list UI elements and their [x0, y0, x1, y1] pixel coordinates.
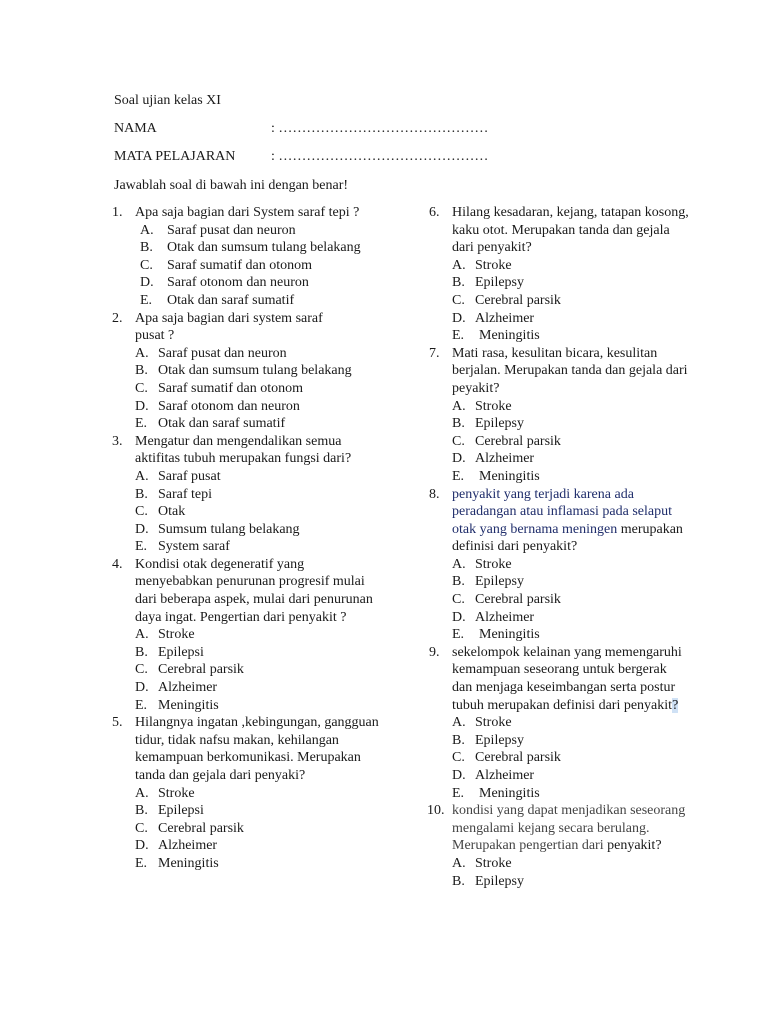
option-letter: A.	[140, 222, 154, 238]
option-letter: E.	[135, 855, 148, 871]
question-number: 10.	[427, 803, 445, 819]
option-e	[135, 697, 375, 715]
question-text	[452, 486, 691, 556]
option-c	[452, 749, 682, 767]
option-b	[452, 415, 691, 433]
option-letter: C.	[135, 820, 148, 836]
option-b	[135, 644, 375, 662]
option-text: Sumsum tulang belakang	[158, 521, 300, 537]
option-list	[452, 398, 691, 486]
question-text: Hilang kesadaran, kejang, tatapan kosong, kaku otot. Merupakan tanda dan gejala dari penyakit?	[452, 205, 689, 256]
option-text: Stroke	[475, 855, 512, 871]
option-e	[135, 538, 380, 556]
subject-blank: : ………………………………………	[271, 149, 489, 164]
option-letter: D.	[135, 680, 149, 696]
question-text	[452, 802, 692, 855]
option-letter: B.	[452, 275, 465, 291]
question-1	[112, 204, 402, 310]
option-d	[135, 679, 375, 697]
option-letter: C.	[452, 592, 465, 608]
question-number: 6.	[429, 205, 440, 220]
option-text: Stroke	[475, 715, 512, 731]
question-3	[112, 433, 380, 556]
option-letter: B.	[135, 363, 148, 379]
question-number: 9.	[429, 644, 440, 660]
question-7	[429, 345, 691, 486]
option-letter: A.	[452, 556, 466, 572]
option-text: Otak dan sumsum tulang belakang	[158, 363, 352, 379]
option-a	[452, 398, 691, 416]
name-label: NAMA	[114, 121, 157, 136]
option-a	[135, 468, 380, 486]
option-text: Epilepsy	[475, 732, 524, 748]
questions-right-column	[429, 204, 691, 890]
option-d	[140, 274, 402, 292]
option-b	[452, 873, 692, 891]
option-c	[140, 257, 402, 275]
option-letter: A.	[452, 855, 466, 871]
option-b	[135, 486, 380, 504]
option-e	[452, 468, 691, 486]
option-text: Alzheimer	[475, 768, 535, 783]
question-number: 2.	[112, 310, 123, 326]
question-text: Apa saja bagian dari system saraf pusat ?	[135, 310, 323, 344]
question-text-body: sekelompok kelainan yang memengaruhi kemampuan seseorang untuk bergerak dan menjaga keseimbangan serta postur tubuh merupakan definisi dari penyakit	[452, 644, 682, 713]
option-text: Otak dan sumsum tulang belakang	[167, 240, 361, 256]
option-text: Meningitis	[158, 697, 219, 713]
option-letter: E.	[452, 328, 465, 344]
option-d	[452, 450, 691, 468]
option-letter: E.	[135, 539, 148, 555]
option-letter: D.	[135, 398, 149, 414]
question-5	[112, 714, 385, 872]
option-b	[140, 239, 402, 257]
name-blank: : ………………………………………	[271, 121, 489, 136]
name-row	[114, 120, 488, 138]
question-text-gray: kondisi yang dapat menjadikan seseorang mengalami kejang secara berulang. Merupakan pengertian dari	[452, 803, 686, 854]
option-letter: C.	[135, 380, 148, 396]
option-text: Alzheimer	[158, 838, 218, 854]
option-b	[452, 732, 682, 750]
question-text	[452, 644, 682, 714]
option-list	[452, 714, 682, 802]
question-number: 1.	[112, 205, 123, 220]
option-d	[452, 767, 682, 785]
option-letter: A.	[452, 715, 466, 731]
option-text: Otak dan saraf sumatif	[167, 292, 295, 308]
option-letter: C.	[452, 750, 465, 766]
option-letter: D.	[452, 609, 466, 625]
option-text: Saraf pusat	[158, 468, 221, 484]
option-c	[135, 380, 340, 398]
option-letter: C.	[135, 504, 148, 520]
option-letter: A.	[135, 468, 149, 484]
option-text: Epilepsi	[158, 803, 204, 819]
option-letter: B.	[452, 416, 465, 432]
option-a	[452, 714, 682, 732]
option-text: Otak dan saraf sumatif	[158, 416, 286, 432]
option-a	[452, 556, 691, 574]
option-e	[135, 855, 385, 873]
option-c	[135, 820, 385, 838]
option-letter: D.	[452, 451, 466, 467]
option-text: Epilepsi	[158, 644, 204, 660]
option-letter: E.	[140, 292, 153, 308]
option-c	[135, 661, 375, 679]
subject-row	[114, 148, 488, 166]
option-d	[135, 837, 385, 855]
question-4	[112, 556, 375, 714]
option-c	[452, 591, 691, 609]
option-c	[452, 292, 691, 310]
option-list	[135, 468, 380, 556]
option-a	[140, 222, 402, 240]
option-text: Saraf pusat dan neuron	[158, 345, 287, 361]
question-text-highlight: penyakit yang terjadi karena ada peradangan atau inflamasi pada selaput otak yang bernama meningen	[452, 486, 673, 537]
option-letter: E.	[135, 697, 148, 713]
option-letter: D.	[140, 275, 154, 291]
option-e	[135, 415, 340, 433]
option-text: Meningitis	[158, 855, 219, 871]
option-letter: E.	[452, 785, 465, 801]
option-letter: B.	[452, 574, 465, 590]
question-number: 3.	[112, 433, 123, 449]
option-a	[135, 345, 340, 363]
option-list	[135, 222, 402, 310]
option-letter: C.	[135, 662, 148, 678]
question-number: 4.	[112, 556, 123, 572]
option-letter: A.	[135, 345, 149, 361]
option-list	[135, 785, 385, 873]
option-text: Meningitis	[479, 627, 540, 643]
option-letter: B.	[135, 644, 148, 660]
option-text: Meningitis	[479, 785, 540, 801]
option-e	[452, 785, 682, 803]
option-letter: D.	[135, 838, 149, 854]
question-10	[429, 802, 692, 890]
option-letter: D.	[452, 310, 466, 326]
option-text: Cerebral parsik	[158, 820, 244, 836]
option-text: Cerebral parsik	[475, 433, 561, 449]
option-b	[135, 802, 385, 820]
option-letter: B.	[452, 873, 465, 889]
question-number: 5.	[112, 715, 123, 731]
option-text: Cerebral parsik	[475, 292, 561, 308]
option-a	[135, 785, 385, 803]
option-text: Stroke	[475, 257, 512, 273]
option-text: Alzheimer	[475, 609, 535, 625]
option-text: Alzheimer	[475, 310, 535, 326]
question-text: Mengatur dan mengendalikan semua aktifitas tubuh merupakan fungsi dari?	[135, 433, 352, 467]
option-letter: D.	[452, 768, 466, 783]
option-text: Epilepsy	[475, 275, 524, 291]
option-a	[452, 855, 692, 873]
question-number: 7.	[429, 345, 440, 361]
question-text: Apa saja bagian dari System saraf tepi ?	[135, 205, 360, 220]
option-b	[452, 274, 691, 292]
option-text: Epilepsy	[475, 873, 524, 889]
option-letter: C.	[140, 257, 153, 273]
selected-char: ?	[672, 697, 679, 713]
option-d	[135, 398, 340, 416]
option-b	[135, 362, 352, 380]
option-d	[452, 310, 691, 328]
option-a	[452, 257, 691, 275]
option-text: Stroke	[475, 398, 512, 414]
option-letter: A.	[452, 257, 466, 273]
question-9	[429, 644, 682, 802]
question-text-tail: merupakan definisi dari penyakit?	[452, 521, 683, 555]
option-text: Otak	[158, 504, 186, 520]
question-text: Mati rasa, kesulitan bicara, kesulitan berjalan. Merupakan tanda dan gejala dari peyakit?	[452, 345, 688, 396]
option-c	[135, 503, 380, 521]
option-a	[135, 626, 375, 644]
option-list	[452, 257, 691, 345]
question-text: Hilangnya ingatan ,kebingungan, gangguan tidur, tidak nafsu makan, kehilangan kemampuan berkomunikasi. Merupakan tanda dan gejala dari penyaki?	[135, 715, 379, 783]
question-2	[112, 310, 352, 433]
option-text: Stroke	[158, 627, 195, 643]
option-letter: C.	[452, 292, 465, 308]
option-letter: B.	[140, 240, 153, 256]
option-letter: E.	[452, 627, 465, 643]
option-e	[452, 626, 691, 644]
option-d	[452, 609, 691, 627]
option-text: System saraf	[158, 539, 230, 555]
option-text: Saraf otonom dan neuron	[158, 398, 300, 414]
option-text: Cerebral parsik	[158, 662, 244, 678]
option-text: Saraf tepi	[158, 486, 213, 502]
option-letter: A.	[452, 398, 466, 414]
question-text: Kondisi otak degeneratif yang menyebabkan penurunan progresif mulai dari beberapa aspek, mulai dari penurunan daya ingat. Pengertian dari penyakit ?	[135, 556, 373, 625]
option-d	[135, 521, 380, 539]
option-c	[452, 433, 691, 451]
option-letter: B.	[452, 732, 465, 748]
option-letter: D.	[135, 521, 149, 537]
option-letter: E.	[135, 416, 148, 432]
option-letter: B.	[135, 803, 148, 819]
question-6	[429, 204, 691, 345]
option-text: Stroke	[158, 785, 195, 801]
instruction: Jawablah soal di bawah ini dengan benar!	[114, 178, 349, 193]
option-text: Saraf pusat dan neuron	[167, 222, 296, 238]
option-text: Epilepsy	[475, 416, 524, 432]
option-list	[135, 626, 375, 714]
option-letter: C.	[452, 433, 465, 449]
option-text: Epilepsy	[475, 574, 524, 590]
exam-title: Soal ujian kelas XI	[114, 93, 221, 108]
option-letter: B.	[135, 486, 148, 502]
option-letter: E.	[452, 468, 465, 484]
option-text: Cerebral parsik	[475, 750, 561, 766]
question-8	[429, 486, 691, 644]
option-text: Meningitis	[479, 328, 540, 344]
option-text: Meningitis	[479, 468, 540, 484]
option-e	[452, 327, 691, 345]
option-text: Saraf sumatif dan otonom	[167, 257, 313, 273]
option-text: Saraf sumatif dan otonom	[158, 380, 304, 396]
question-number: 8.	[429, 486, 440, 502]
option-e	[140, 292, 402, 310]
option-list	[452, 855, 692, 890]
option-text: Cerebral parsik	[475, 592, 561, 608]
question-text-tail: penyakit?	[607, 838, 662, 854]
option-list	[452, 556, 691, 644]
questions-left-column	[112, 204, 402, 873]
option-text: Alzheimer	[158, 680, 218, 696]
option-text: Stroke	[475, 556, 512, 572]
option-b	[452, 573, 691, 591]
option-text: Saraf otonom dan neuron	[167, 275, 309, 291]
option-list	[135, 345, 352, 433]
option-text: Alzheimer	[475, 451, 535, 467]
option-letter: A.	[135, 627, 149, 643]
subject-label: MATA PELAJARAN	[114, 149, 236, 164]
option-letter: A.	[135, 785, 149, 801]
